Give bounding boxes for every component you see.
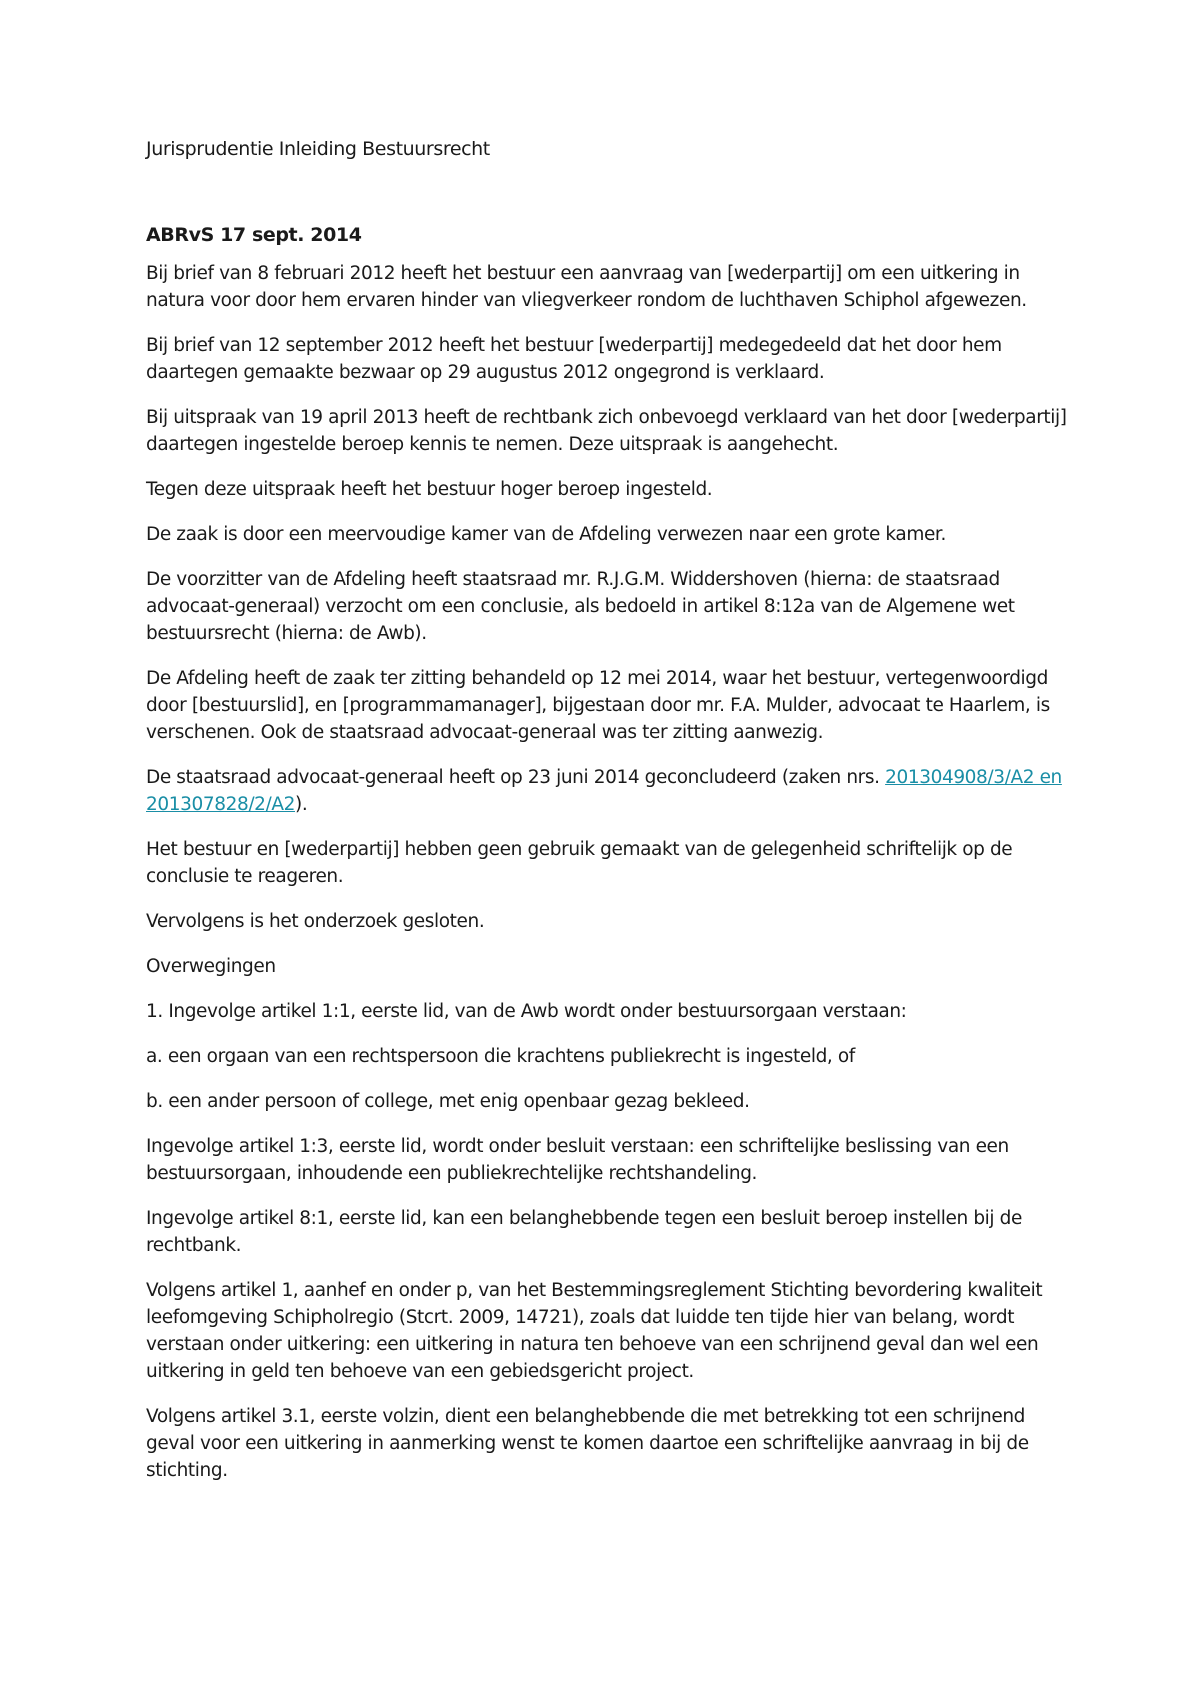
conclusion-paragraph [146,764,1076,818]
paragraph-2: Bij brief van 12 september 2012 heeft het bestuur [wederpartij] medegedeeld dat het door hem daartegen gemaakte bezwaar op 29 augustus 2012 ongegrond is verklaard. [146,335,1002,383]
paragraph-12: 1. Ingevolge artikel 1:1, eerste lid, van de Awb wordt onder bestuursorgaan verstaan: [146,1001,907,1022]
list-item-a: a. een orgaan van een rechtspersoon die krachtens publiekrecht is ingesteld, of [146,1046,855,1067]
list-item-b: b. een ander persoon of college, met enig openbaar gezag bekleed. [146,1091,750,1112]
paragraph-1: Bij brief van 8 februari 2012 heeft het bestuur een aanvraag van [wederpartij] om een uitkering in natura voor door hem ervaren hinder van vliegverkeer rondom de luchthaven Schiphol afgewezen. [146,263,1027,311]
section-heading-overwegingen: Overwegingen [146,956,276,977]
case-heading: ABRvS 17 sept. 2014 [146,224,362,246]
document-page [146,138,1076,1502]
paragraph-5: De zaak is door een meervoudige kamer van de Afdeling verwezen naar een grote kamer. [146,524,946,545]
paragraph-9: Het bestuur en [wederpartij] hebben geen gebruik gemaakt van de gelegenheid schriftelijk op de conclusie te reageren. [146,839,1013,887]
paragraph-3: Bij uitspraak van 19 april 2013 heeft de rechtbank zich onbevoegd verklaard van het door [wederpartij] daartegen ingestelde beroep kennis te nemen. Deze uitspraak is aangehecht. [146,407,1067,455]
case-numbers-link[interactable]: 201304908/3/A2 en 201307828/2/A2 [146,767,1062,815]
document-title: Jurisprudentie Inleiding Bestuursrecht [146,138,490,160]
paragraph-10: Vervolgens is het onderzoek gesloten. [146,911,485,932]
conclusion-text-before: De staatsraad advocaat-generaal heeft op 23 juni 2014 geconcludeerd (zaken nrs. [146,767,886,788]
paragraph-7: De Afdeling heeft de zaak ter zitting behandeld op 12 mei 2014, waar het bestuur, vertegenwoordigd door [bestuurslid], en [programmamanager], bijgestaan door mr. F.A. Mulder, advocaat te Haarlem, is verschenen. Ook de staatsraad advocaat-generaal was ter zitting aanwezig. [146,668,1050,743]
paragraph-17: Volgens artikel 1, aanhef en onder p, van het Bestemmingsreglement Stichting bevordering kwaliteit leefomgeving Schipholregio (Stcrt. 2009, 14721), zoals dat luidde ten tijde hier van belang, wordt verstaan onder uitkering: een uitkering in natura ten behoeve van een schrijnend geval dan wel een uitkering in geld ten behoeve van een gebiedsgericht project. [146,1280,1043,1382]
paragraph-6: De voorzitter van de Afdeling heeft staatsraad mr. R.J.G.M. Widdershoven (hierna: de staatsraad advocaat-generaal) verzocht om een conclusie, als bedoeld in artikel 8:12a van de Algemene wet bestuursrecht (hierna: de Awb). [146,569,1015,644]
paragraph-15: Ingevolge artikel 1:3, eerste lid, wordt onder besluit verstaan: een schriftelijke beslissing van een bestuursorgaan, inhoudende een publiekrechtelijke rechtshandeling. [146,1136,1009,1184]
paragraph-4: Tegen deze uitspraak heeft het bestuur hoger beroep ingesteld. [146,479,713,500]
conclusion-text-after: ). [295,794,308,815]
paragraph-16: Ingevolge artikel 8:1, eerste lid, kan een belanghebbende tegen een besluit beroep instellen bij de rechtbank. [146,1208,1022,1256]
paragraph-18: Volgens artikel 3.1, eerste volzin, dient een belanghebbende die met betrekking tot een schrijnend geval voor een uitkering in aanmerking wenst te komen daartoe een schriftelijke aanvraag in bij de stichting. [146,1406,1029,1481]
